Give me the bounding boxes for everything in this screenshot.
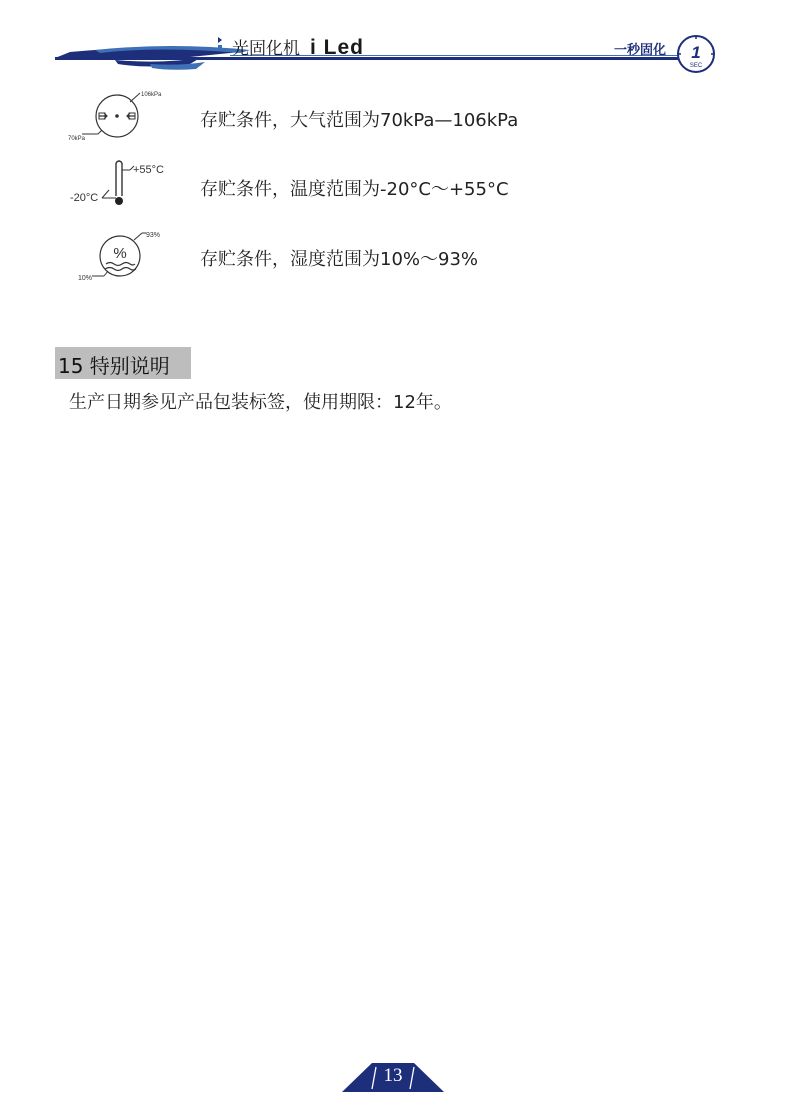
- temperature-upper-label: +55°C: [133, 164, 165, 176]
- header-banner: [0, 0, 787, 80]
- product-name: 光固化机: [232, 39, 300, 59]
- one-second-badge-icon: [676, 34, 716, 74]
- brand-name: i Led: [310, 36, 365, 59]
- pressure-lower-label: 70kPa: [68, 136, 86, 142]
- badge-unit: SEC: [689, 63, 703, 69]
- section-body: 生产日期参见产品包装标签，使用期限：12年。: [69, 392, 452, 413]
- humidity-upper-label: 93%: [146, 232, 161, 239]
- thermometer-icon: [60, 158, 180, 212]
- pressure-icon: [62, 86, 172, 144]
- section-heading: [55, 347, 191, 379]
- storage-pressure-text: 存贮条件，大气范围为70kPa—106kPa: [200, 110, 519, 131]
- storage-humidity-text: 存贮条件，湿度范围为10%～93%: [200, 249, 479, 270]
- humidity-lower-label: 10%: [78, 275, 93, 282]
- header-slogan: 一秒固化: [614, 43, 667, 58]
- header-title: [232, 34, 364, 60]
- section-heading-text: 15 特别说明: [58, 354, 170, 378]
- svg-text:%: %: [113, 245, 127, 262]
- pressure-upper-label: 106kPa: [141, 92, 162, 98]
- badge-number: 1: [691, 43, 701, 62]
- storage-temperature-text: 存贮条件，温度范围为-20°C～+55°C: [200, 179, 509, 200]
- humidity-icon: [70, 226, 170, 284]
- page-number: 13: [383, 1065, 403, 1086]
- temperature-lower-label: -20°C: [70, 192, 99, 204]
